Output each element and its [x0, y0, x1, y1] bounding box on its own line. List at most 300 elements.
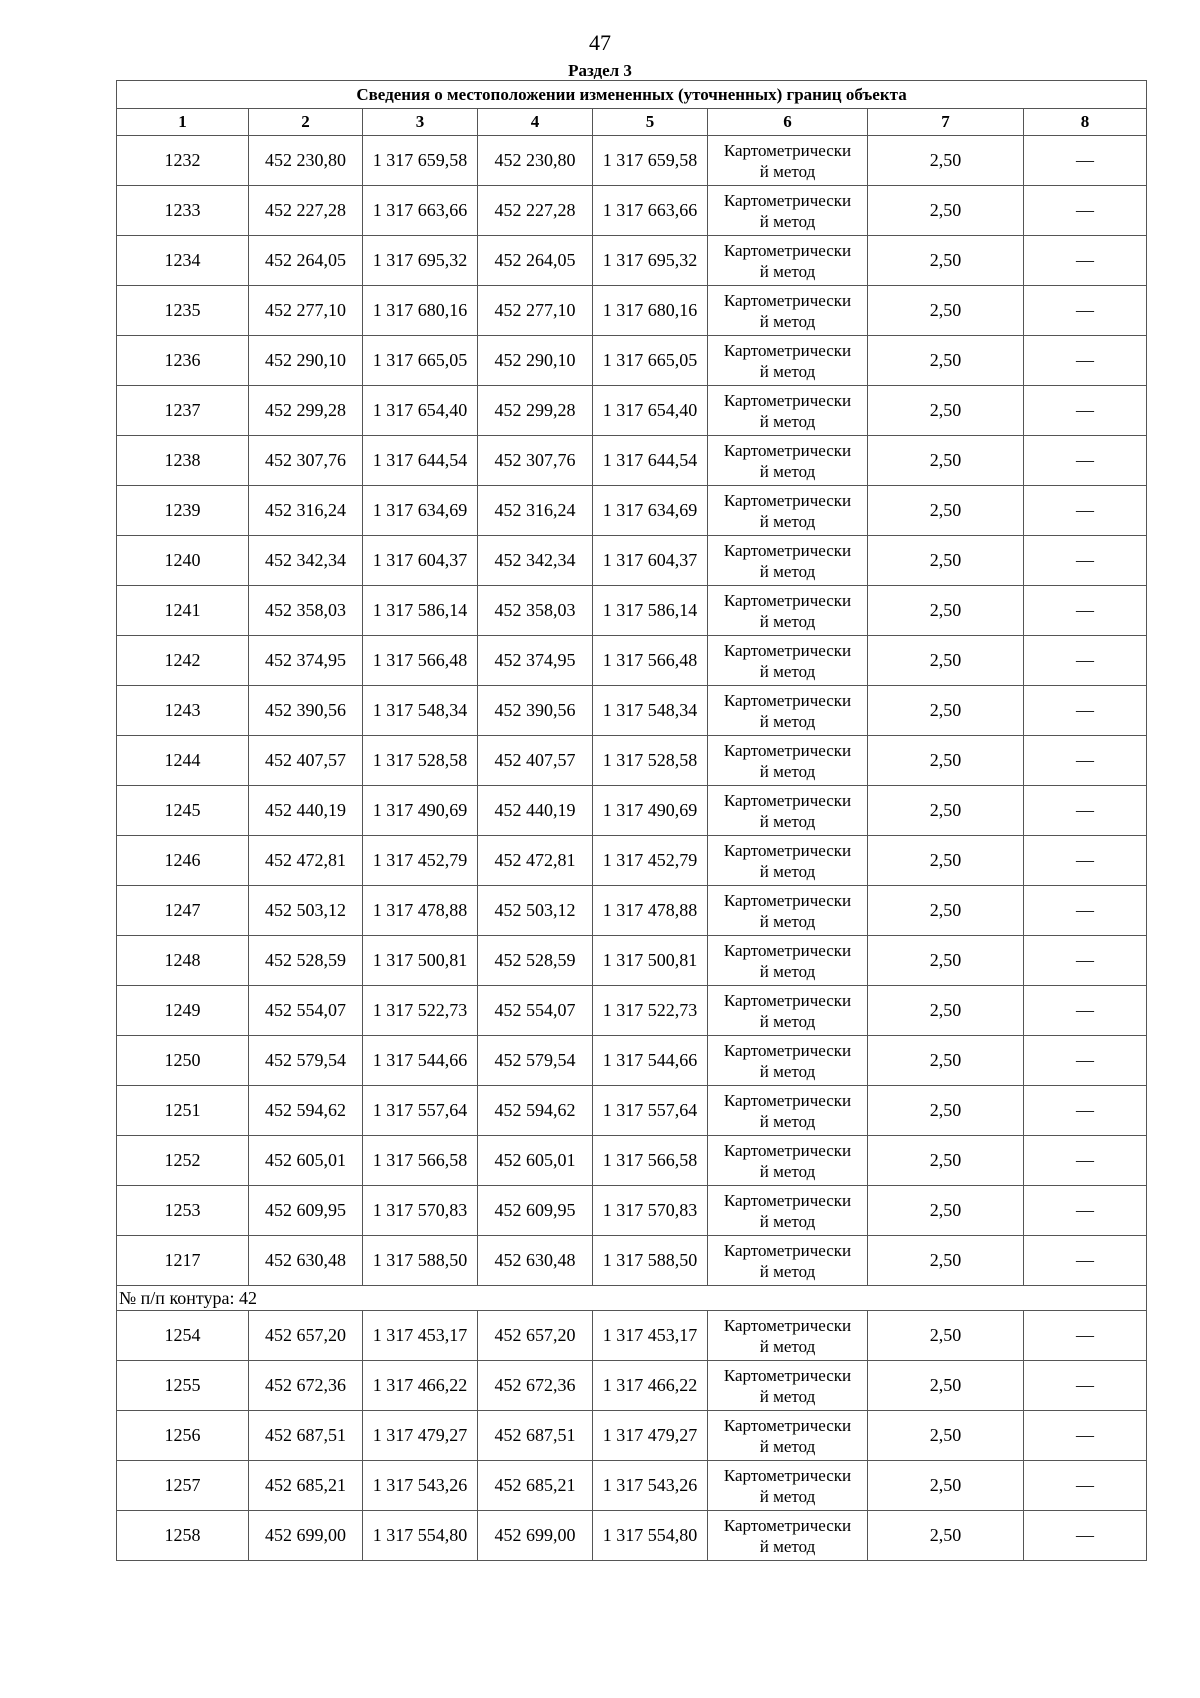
- method-text-line1: Картометрически: [723, 1140, 852, 1160]
- y-old-cell: 1 317 570,83: [363, 1186, 478, 1236]
- table-row: [117, 686, 1147, 736]
- table-row: [117, 1411, 1147, 1461]
- point-number-cell: 1233: [117, 186, 249, 236]
- note-cell: —: [1024, 1361, 1147, 1411]
- method-text-line2: й метод: [759, 211, 816, 231]
- method-cell: [708, 636, 868, 686]
- y-old-cell: 1 317 548,34: [363, 686, 478, 736]
- method-text-line1: Картометрически: [723, 490, 852, 510]
- point-number-cell: 1239: [117, 486, 249, 536]
- accuracy-cell: 2,50: [868, 1136, 1024, 1186]
- method-text-line1: Картометрически: [723, 640, 852, 660]
- y-new-cell: 1 317 566,58: [593, 1136, 708, 1186]
- point-number-cell: 1238: [117, 436, 249, 486]
- method-cell: [708, 1136, 868, 1186]
- method-text-line1: Картометрически: [723, 1465, 852, 1485]
- accuracy-cell: 2,50: [868, 1186, 1024, 1236]
- method-cell: [708, 786, 868, 836]
- note-cell: —: [1024, 636, 1147, 686]
- table-row: [117, 986, 1147, 1036]
- accuracy-cell: 2,50: [868, 1361, 1024, 1411]
- y-new-cell: 1 317 695,32: [593, 236, 708, 286]
- method-cell: [708, 1461, 868, 1511]
- y-old-cell: 1 317 500,81: [363, 936, 478, 986]
- column-number-3: 3: [363, 109, 478, 136]
- point-number-cell: 1237: [117, 386, 249, 436]
- method-text-line1: Картометрически: [723, 940, 852, 960]
- method-text-line1: Картометрически: [723, 1415, 852, 1435]
- x-old-cell: 452 699,00: [249, 1511, 363, 1561]
- method-text-line1: Картометрически: [723, 440, 852, 460]
- table-row: [117, 286, 1147, 336]
- x-old-cell: 452 685,21: [249, 1461, 363, 1511]
- x-old-cell: 452 316,24: [249, 486, 363, 536]
- method-cell: [708, 1036, 868, 1086]
- y-old-cell: 1 317 566,58: [363, 1136, 478, 1186]
- method-text-line1: Картометрически: [723, 590, 852, 610]
- y-old-cell: 1 317 659,58: [363, 136, 478, 186]
- y-old-cell: 1 317 665,05: [363, 336, 478, 386]
- y-old-cell: 1 317 557,64: [363, 1086, 478, 1136]
- point-number-cell: 1240: [117, 536, 249, 586]
- table-row: [117, 1461, 1147, 1511]
- y-old-cell: 1 317 543,26: [363, 1461, 478, 1511]
- method-text-line2: й метод: [759, 1486, 816, 1506]
- boundary-coordinates-table: [116, 80, 1147, 1561]
- table-row: [117, 486, 1147, 536]
- accuracy-cell: 2,50: [868, 286, 1024, 336]
- note-cell: —: [1024, 186, 1147, 236]
- method-text-line2: й метод: [759, 761, 816, 781]
- x-old-cell: 452 472,81: [249, 836, 363, 886]
- x-new-cell: 452 609,95: [478, 1186, 593, 1236]
- x-new-cell: 452 579,54: [478, 1036, 593, 1086]
- y-old-cell: 1 317 695,32: [363, 236, 478, 286]
- method-text-line1: Картометрически: [723, 990, 852, 1010]
- method-text-line1: Картометрически: [723, 1040, 852, 1060]
- method-text-line1: Картометрически: [723, 540, 852, 560]
- accuracy-cell: 2,50: [868, 536, 1024, 586]
- x-new-cell: 452 307,76: [478, 436, 593, 486]
- accuracy-cell: 2,50: [868, 186, 1024, 236]
- y-old-cell: 1 317 528,58: [363, 736, 478, 786]
- table-row: [117, 1311, 1147, 1361]
- x-new-cell: 452 605,01: [478, 1136, 593, 1186]
- table-caption: Сведения о местоположении измененных (уточненных) границ объекта: [117, 81, 1147, 109]
- x-old-cell: 452 358,03: [249, 586, 363, 636]
- point-number-cell: 1255: [117, 1361, 249, 1411]
- x-new-cell: 452 440,19: [478, 786, 593, 836]
- method-cell: [708, 1186, 868, 1236]
- note-cell: —: [1024, 486, 1147, 536]
- x-old-cell: 452 230,80: [249, 136, 363, 186]
- accuracy-cell: 2,50: [868, 636, 1024, 686]
- note-cell: —: [1024, 536, 1147, 586]
- method-text-line2: й метод: [759, 361, 816, 381]
- x-new-cell: 452 554,07: [478, 986, 593, 1036]
- method-cell: [708, 136, 868, 186]
- point-number-cell: 1217: [117, 1236, 249, 1286]
- table-row: [117, 836, 1147, 886]
- method-text-line2: й метод: [759, 511, 816, 531]
- x-new-cell: 452 657,20: [478, 1311, 593, 1361]
- note-cell: —: [1024, 436, 1147, 486]
- note-cell: —: [1024, 1311, 1147, 1361]
- note-cell: —: [1024, 336, 1147, 386]
- method-text-line2: й метод: [759, 611, 816, 631]
- x-new-cell: 452 528,59: [478, 936, 593, 986]
- point-number-cell: 1257: [117, 1461, 249, 1511]
- method-cell: [708, 886, 868, 936]
- x-new-cell: 452 685,21: [478, 1461, 593, 1511]
- y-new-cell: 1 317 680,16: [593, 286, 708, 336]
- y-new-cell: 1 317 543,26: [593, 1461, 708, 1511]
- note-cell: —: [1024, 1036, 1147, 1086]
- method-text-line2: й метод: [759, 1336, 816, 1356]
- method-text-line1: Картометрически: [723, 890, 852, 910]
- x-old-cell: 452 657,20: [249, 1311, 363, 1361]
- note-cell: —: [1024, 736, 1147, 786]
- x-old-cell: 452 503,12: [249, 886, 363, 936]
- point-number-cell: 1245: [117, 786, 249, 836]
- y-new-cell: 1 317 663,66: [593, 186, 708, 236]
- y-new-cell: 1 317 479,27: [593, 1411, 708, 1461]
- point-number-cell: 1241: [117, 586, 249, 636]
- accuracy-cell: 2,50: [868, 786, 1024, 836]
- method-text-line2: й метод: [759, 161, 816, 181]
- note-cell: —: [1024, 836, 1147, 886]
- note-cell: —: [1024, 1186, 1147, 1236]
- table-row: [117, 1136, 1147, 1186]
- x-old-cell: 452 605,01: [249, 1136, 363, 1186]
- method-cell: [708, 1411, 868, 1461]
- y-new-cell: 1 317 566,48: [593, 636, 708, 686]
- method-text-line1: Картометрически: [723, 190, 852, 210]
- table-row: [117, 536, 1147, 586]
- point-number-cell: 1250: [117, 1036, 249, 1086]
- x-old-cell: 452 407,57: [249, 736, 363, 786]
- method-text-line1: Картометрически: [723, 390, 852, 410]
- x-old-cell: 452 264,05: [249, 236, 363, 286]
- x-new-cell: 452 342,34: [478, 536, 593, 586]
- x-new-cell: 452 594,62: [478, 1086, 593, 1136]
- x-old-cell: 452 554,07: [249, 986, 363, 1036]
- method-text-line2: й метод: [759, 1011, 816, 1031]
- point-number-cell: 1236: [117, 336, 249, 386]
- method-text-line2: й метод: [759, 411, 816, 431]
- x-old-cell: 452 227,28: [249, 186, 363, 236]
- y-old-cell: 1 317 566,48: [363, 636, 478, 686]
- y-new-cell: 1 317 554,80: [593, 1511, 708, 1561]
- column-number-8: 8: [1024, 109, 1147, 136]
- table-row: [117, 1086, 1147, 1136]
- accuracy-cell: 2,50: [868, 886, 1024, 936]
- note-cell: —: [1024, 236, 1147, 286]
- method-text-line1: Картометрически: [723, 1090, 852, 1110]
- method-text-line2: й метод: [759, 1386, 816, 1406]
- table-row: [117, 636, 1147, 686]
- x-old-cell: 452 390,56: [249, 686, 363, 736]
- note-cell: —: [1024, 986, 1147, 1036]
- y-new-cell: 1 317 522,73: [593, 986, 708, 1036]
- accuracy-cell: 2,50: [868, 136, 1024, 186]
- accuracy-cell: 2,50: [868, 1236, 1024, 1286]
- y-old-cell: 1 317 663,66: [363, 186, 478, 236]
- y-old-cell: 1 317 586,14: [363, 586, 478, 636]
- method-text-line1: Картометрически: [723, 140, 852, 160]
- y-old-cell: 1 317 644,54: [363, 436, 478, 486]
- method-text-line1: Картометрически: [723, 1515, 852, 1535]
- method-cell: [708, 186, 868, 236]
- column-number-2: 2: [249, 109, 363, 136]
- table-row: [117, 1511, 1147, 1561]
- x-new-cell: 452 672,36: [478, 1361, 593, 1411]
- method-text-line1: Картометрически: [723, 340, 852, 360]
- y-old-cell: 1 317 490,69: [363, 786, 478, 836]
- accuracy-cell: 2,50: [868, 686, 1024, 736]
- x-new-cell: 452 277,10: [478, 286, 593, 336]
- y-new-cell: 1 317 453,17: [593, 1311, 708, 1361]
- point-number-cell: 1242: [117, 636, 249, 686]
- table-row: [117, 936, 1147, 986]
- y-new-cell: 1 317 644,54: [593, 436, 708, 486]
- x-new-cell: 452 290,10: [478, 336, 593, 386]
- point-number-cell: 1247: [117, 886, 249, 936]
- table-row: [117, 1186, 1147, 1236]
- accuracy-cell: 2,50: [868, 1311, 1024, 1361]
- table-row: [117, 336, 1147, 386]
- x-new-cell: 452 264,05: [478, 236, 593, 286]
- y-old-cell: 1 317 654,40: [363, 386, 478, 436]
- x-new-cell: 452 407,57: [478, 736, 593, 786]
- method-cell: [708, 686, 868, 736]
- note-cell: —: [1024, 1461, 1147, 1511]
- point-number-cell: 1254: [117, 1311, 249, 1361]
- y-new-cell: 1 317 665,05: [593, 336, 708, 386]
- method-cell: [708, 536, 868, 586]
- note-cell: —: [1024, 1086, 1147, 1136]
- point-number-cell: 1248: [117, 936, 249, 986]
- point-number-cell: 1251: [117, 1086, 249, 1136]
- method-text-line1: Картометрически: [723, 840, 852, 860]
- note-cell: —: [1024, 1511, 1147, 1561]
- method-cell: [708, 1361, 868, 1411]
- note-cell: —: [1024, 136, 1147, 186]
- x-new-cell: 452 687,51: [478, 1411, 593, 1461]
- x-old-cell: 452 307,76: [249, 436, 363, 486]
- method-text-line1: Картометрически: [723, 240, 852, 260]
- x-new-cell: 452 503,12: [478, 886, 593, 936]
- method-cell: [708, 336, 868, 386]
- table-row: [117, 1236, 1147, 1286]
- y-new-cell: 1 317 588,50: [593, 1236, 708, 1286]
- note-cell: —: [1024, 886, 1147, 936]
- table-row: [117, 736, 1147, 786]
- y-new-cell: 1 317 466,22: [593, 1361, 708, 1411]
- method-cell: [708, 286, 868, 336]
- x-new-cell: 452 299,28: [478, 386, 593, 436]
- accuracy-cell: 2,50: [868, 236, 1024, 286]
- method-text-line1: Картометрически: [723, 290, 852, 310]
- y-old-cell: 1 317 554,80: [363, 1511, 478, 1561]
- note-cell: —: [1024, 1236, 1147, 1286]
- x-new-cell: 452 227,28: [478, 186, 593, 236]
- note-cell: —: [1024, 1411, 1147, 1461]
- point-number-cell: 1253: [117, 1186, 249, 1236]
- x-new-cell: 452 472,81: [478, 836, 593, 886]
- point-number-cell: 1246: [117, 836, 249, 886]
- method-text-line2: й метод: [759, 961, 816, 981]
- x-new-cell: 452 390,56: [478, 686, 593, 736]
- column-number-6: 6: [708, 109, 868, 136]
- method-text-line2: й метод: [759, 661, 816, 681]
- method-text-line2: й метод: [759, 1061, 816, 1081]
- note-cell: —: [1024, 936, 1147, 986]
- method-cell: [708, 1086, 868, 1136]
- y-new-cell: 1 317 659,58: [593, 136, 708, 186]
- note-cell: —: [1024, 1136, 1147, 1186]
- y-new-cell: 1 317 544,66: [593, 1036, 708, 1086]
- table-row: [117, 1036, 1147, 1086]
- method-text-line2: й метод: [759, 1111, 816, 1131]
- method-cell: [708, 486, 868, 536]
- accuracy-cell: 2,50: [868, 586, 1024, 636]
- method-text-line2: й метод: [759, 1536, 816, 1556]
- note-cell: —: [1024, 386, 1147, 436]
- accuracy-cell: 2,50: [868, 836, 1024, 886]
- accuracy-cell: 2,50: [868, 1036, 1024, 1086]
- method-cell: [708, 586, 868, 636]
- column-number-4: 4: [478, 109, 593, 136]
- table-row: [117, 186, 1147, 236]
- accuracy-cell: 2,50: [868, 336, 1024, 386]
- y-old-cell: 1 317 680,16: [363, 286, 478, 336]
- y-old-cell: 1 317 604,37: [363, 536, 478, 586]
- table-row: [117, 386, 1147, 436]
- y-old-cell: 1 317 452,79: [363, 836, 478, 886]
- y-old-cell: 1 317 478,88: [363, 886, 478, 936]
- method-text-line2: й метод: [759, 311, 816, 331]
- method-text-line2: й метод: [759, 1436, 816, 1456]
- x-old-cell: 452 299,28: [249, 386, 363, 436]
- contour-section: [117, 1286, 1147, 1311]
- note-cell: —: [1024, 586, 1147, 636]
- y-new-cell: 1 317 654,40: [593, 386, 708, 436]
- table-row: [117, 1361, 1147, 1411]
- method-text-line2: й метод: [759, 261, 816, 281]
- method-text-line1: Картометрически: [723, 740, 852, 760]
- accuracy-cell: 2,50: [868, 486, 1024, 536]
- y-new-cell: 1 317 604,37: [593, 536, 708, 586]
- x-new-cell: 452 630,48: [478, 1236, 593, 1286]
- method-cell: [708, 736, 868, 786]
- y-old-cell: 1 317 479,27: [363, 1411, 478, 1461]
- point-number-cell: 1249: [117, 986, 249, 1036]
- x-new-cell: 452 699,00: [478, 1511, 593, 1561]
- accuracy-cell: 2,50: [868, 1511, 1024, 1561]
- x-old-cell: 452 342,34: [249, 536, 363, 586]
- method-cell: [708, 936, 868, 986]
- x-new-cell: 452 374,95: [478, 636, 593, 686]
- y-old-cell: 1 317 466,22: [363, 1361, 478, 1411]
- table-row: [117, 786, 1147, 836]
- point-number-cell: 1258: [117, 1511, 249, 1561]
- y-new-cell: 1 317 586,14: [593, 586, 708, 636]
- x-new-cell: 452 358,03: [478, 586, 593, 636]
- method-text-line2: й метод: [759, 1261, 816, 1281]
- point-number-cell: 1244: [117, 736, 249, 786]
- method-text-line1: Картометрически: [723, 1365, 852, 1385]
- column-number-row: [117, 109, 1147, 136]
- point-number-cell: 1256: [117, 1411, 249, 1461]
- note-cell: —: [1024, 786, 1147, 836]
- accuracy-cell: 2,50: [868, 1461, 1024, 1511]
- x-old-cell: 452 440,19: [249, 786, 363, 836]
- x-old-cell: 452 290,10: [249, 336, 363, 386]
- method-text-line2: й метод: [759, 911, 816, 931]
- y-new-cell: 1 317 570,83: [593, 1186, 708, 1236]
- y-new-cell: 1 317 528,58: [593, 736, 708, 786]
- x-old-cell: 452 594,62: [249, 1086, 363, 1136]
- method-cell: [708, 1511, 868, 1561]
- method-cell: [708, 436, 868, 486]
- x-old-cell: 452 609,95: [249, 1186, 363, 1236]
- note-cell: —: [1024, 286, 1147, 336]
- y-old-cell: 1 317 453,17: [363, 1311, 478, 1361]
- rows-block-1: [117, 136, 1147, 1286]
- note-cell: —: [1024, 686, 1147, 736]
- accuracy-cell: 2,50: [868, 1411, 1024, 1461]
- method-cell: [708, 236, 868, 286]
- contour-label: № п/п контура: 42: [117, 1286, 1147, 1311]
- y-old-cell: 1 317 634,69: [363, 486, 478, 536]
- y-new-cell: 1 317 478,88: [593, 886, 708, 936]
- x-old-cell: 452 630,48: [249, 1236, 363, 1286]
- x-new-cell: 452 316,24: [478, 486, 593, 536]
- accuracy-cell: 2,50: [868, 386, 1024, 436]
- table-row: [117, 436, 1147, 486]
- y-new-cell: 1 317 557,64: [593, 1086, 708, 1136]
- point-number-cell: 1235: [117, 286, 249, 336]
- x-old-cell: 452 579,54: [249, 1036, 363, 1086]
- column-number-7: 7: [868, 109, 1024, 136]
- column-number-5: 5: [593, 109, 708, 136]
- y-old-cell: 1 317 544,66: [363, 1036, 478, 1086]
- method-text-line2: й метод: [759, 561, 816, 581]
- y-new-cell: 1 317 634,69: [593, 486, 708, 536]
- x-old-cell: 452 374,95: [249, 636, 363, 686]
- table-row: [117, 886, 1147, 936]
- method-cell: [708, 986, 868, 1036]
- accuracy-cell: 2,50: [868, 436, 1024, 486]
- y-old-cell: 1 317 588,50: [363, 1236, 478, 1286]
- table-row: [117, 236, 1147, 286]
- method-text-line1: Картометрически: [723, 790, 852, 810]
- method-cell: [708, 386, 868, 436]
- method-text-line1: Картометрически: [723, 1240, 852, 1260]
- section-title: Раздел 3: [568, 61, 632, 80]
- accuracy-cell: 2,50: [868, 936, 1024, 986]
- method-text-line1: Картометрически: [723, 690, 852, 710]
- y-new-cell: 1 317 452,79: [593, 836, 708, 886]
- method-text-line2: й метод: [759, 711, 816, 731]
- accuracy-cell: 2,50: [868, 736, 1024, 786]
- x-new-cell: 452 230,80: [478, 136, 593, 186]
- point-number-cell: 1232: [117, 136, 249, 186]
- y-new-cell: 1 317 490,69: [593, 786, 708, 836]
- point-number-cell: 1243: [117, 686, 249, 736]
- column-number-1: 1: [117, 109, 249, 136]
